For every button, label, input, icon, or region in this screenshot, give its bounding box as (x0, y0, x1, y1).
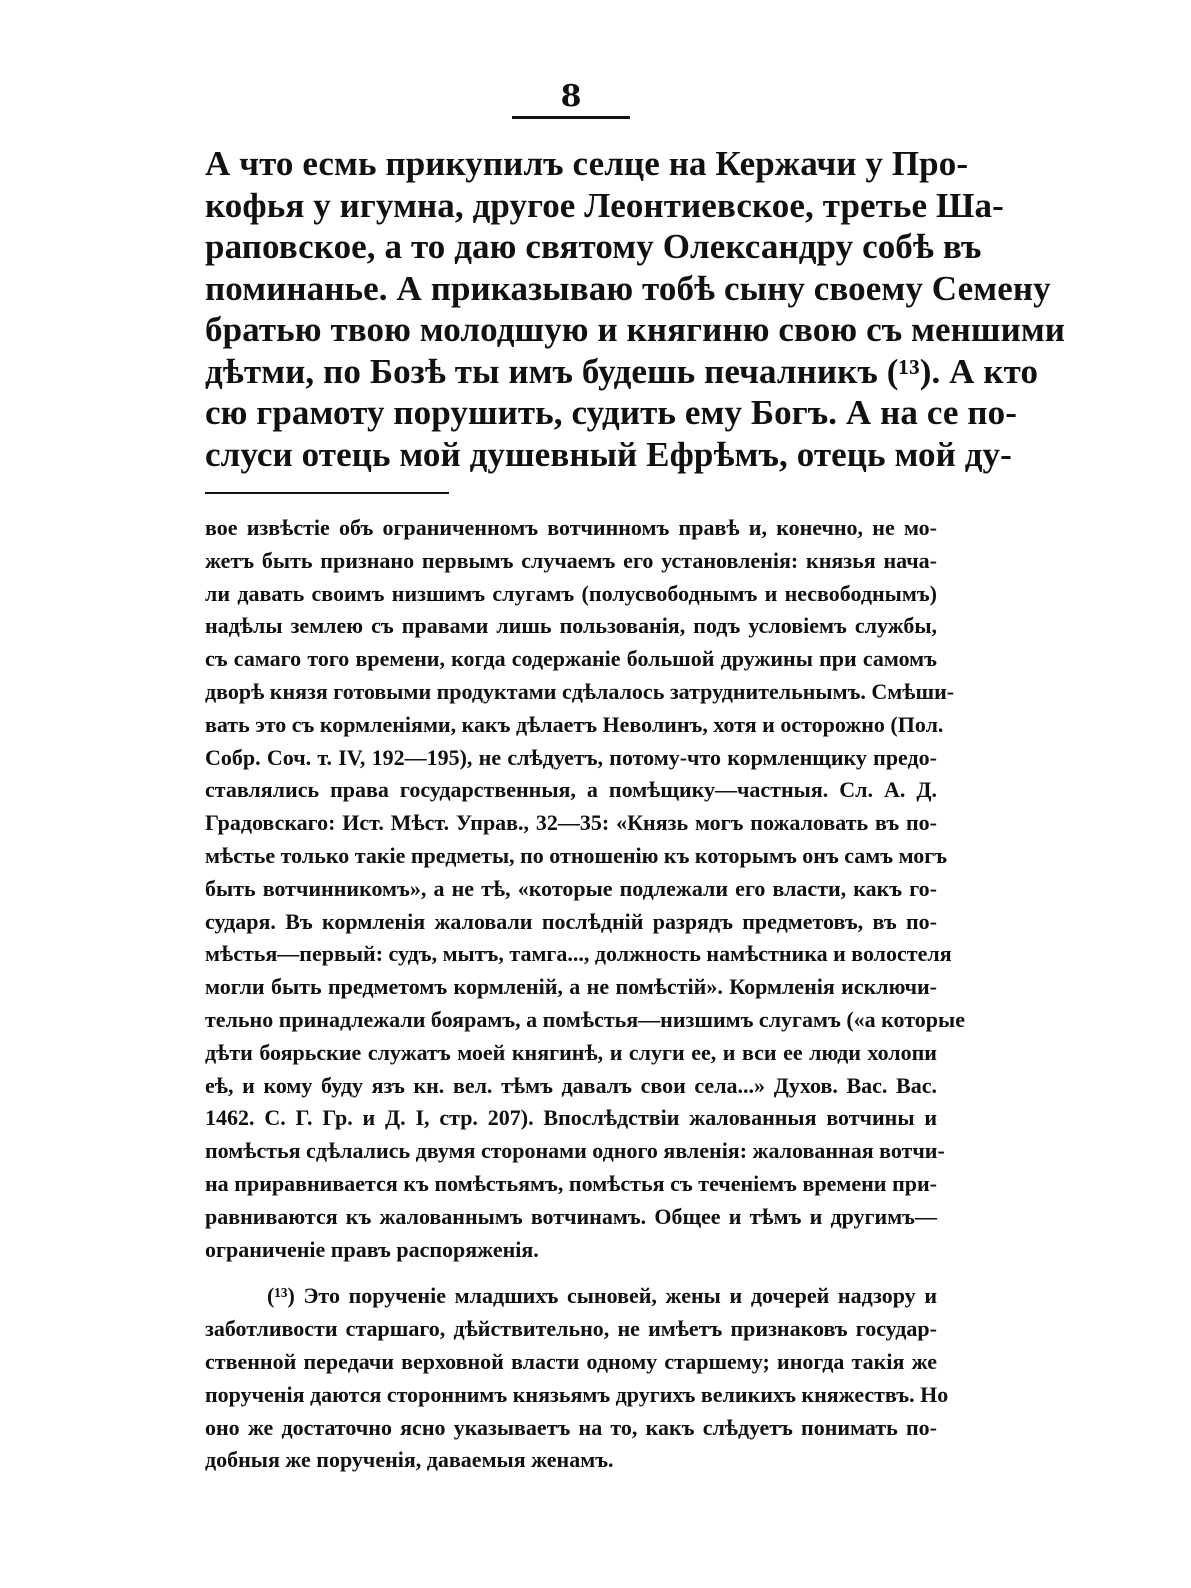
footnote-13 (205, 1280, 949, 1477)
footnote-line: Градовскаго: Ист. Мѣст. Управ., 32—35: «Князь могъ пожаловать въ по- (205, 810, 937, 836)
footnote-line: еѣ, и кому буду язъ кн. вел. тѣмъ давалъ свои села...» Духов. Вас. Вас. (205, 1072, 937, 1098)
footnote-line: мѣстье только такіе предметы, по отношенію къ которымъ онъ самъ могъ (205, 842, 948, 868)
main-text-line: А что есмь прикупилъ селце на Кержачи у Про- (205, 144, 969, 183)
footnote-line: ли давать своимъ низшимъ слугамъ (полусвободнымъ и несвободнымъ) (205, 580, 937, 606)
footnote-line: ограниченіе правъ распоряженія. (205, 1236, 539, 1262)
footnote-line: порученія даются стороннимъ князьямъ другихъ великихъ княжествъ. Но (205, 1381, 949, 1407)
footnote-line: помѣстья сдѣлались двумя сторонами одного явленія: жалованная вотчи- (205, 1138, 945, 1164)
main-text-line: поминанье. А приказываю тобѣ сыну своему Семену (205, 268, 1051, 308)
footnote-gap (205, 1266, 937, 1280)
footnote-line: вать это съ кормленіями, какъ дѣлаетъ Неволинъ, хотя и осторожно (Пол. (205, 711, 944, 737)
footnote-line: быть вотчинникомъ», а не тѣ, «которые подлежали его власти, какъ го- (205, 875, 937, 901)
footnote-continuation (205, 512, 965, 1266)
footnote-line: тельно принадлежали боярамъ, а помѣстья—низшимъ слугамъ («а которые (205, 1006, 965, 1032)
footnote-line: надѣлы землею съ правами лишь пользованія, подъ условіемъ службы, (205, 613, 937, 639)
footnote-line: дворѣ князя готовыми продуктами сдѣлалось затруднительнымъ. Смѣши- (205, 678, 955, 704)
footnote-line: на приравнивается къ помѣстьямъ, помѣстья съ теченіемъ времени при- (205, 1170, 937, 1196)
footnote-line: добныя же порученія, даваемыя женамъ. (205, 1447, 614, 1473)
main-text-line: кофья у игумна, другое Леонтиевское, третье Ша- (205, 185, 1004, 225)
footnote-line: ставлялись права государственныя, а помѣщику—частныя. Сл. А. Д. (205, 777, 937, 803)
footnote-line: сударя. Въ кормленія жаловали послѣдній разрядъ предметовъ, въ по- (205, 908, 937, 934)
footnote-line: оно же достаточно ясно указываетъ на то, какъ слѣдуетъ понимать по- (205, 1414, 937, 1440)
page-number-rule (512, 116, 630, 119)
footnote-line: заботливости старшаго, дѣйствительно, не имѣетъ признаковъ государ- (205, 1316, 937, 1342)
footnote-line: Собр. Соч. т. IV, 192—195), не слѣдуетъ, потому-что кормленщику предо- (205, 744, 937, 770)
footnotes-block (205, 512, 965, 1477)
main-text-line: слуси отець мой душевный Ефрѣмъ, отець мой ду- (205, 434, 1012, 474)
footnote-line: равниваются къ жалованнымъ вотчинамъ. Общее и тѣмъ и другимъ— (205, 1203, 937, 1229)
footnote-line: вое извѣстіе объ ограниченномъ вотчинномъ правѣ и, конечно, не мо- (205, 515, 937, 540)
main-text-line: братью твою молодшую и княгиню свою съ меншими (205, 310, 1066, 349)
main-text-line: дѣтми, по Бозѣ ты имъ будешь печалникъ (¹³). А кто (205, 351, 1039, 391)
footnote-line: съ самаго того времени, когда содержаніе большой дружины при самомъ (205, 646, 937, 672)
footnote-separator (205, 492, 449, 494)
footnote-line: (¹³) Это порученіе младшихъ сыновей, жены и дочерей надзору и (267, 1283, 937, 1309)
footnote-line: 1462. С. Г. Гр. и Д. I, стр. 207). Впослѣдствіи жалованныя вотчины и (205, 1105, 937, 1131)
footnote-line: дѣти боярьские служатъ моей княгинѣ, и слуги ее, и вси ее люди холопи (205, 1039, 937, 1065)
main-text-block (205, 143, 1066, 475)
footnote-line: ственной передачи верховной власти одному старшему; иногда такія же (205, 1348, 937, 1374)
page-number: 8 (560, 79, 582, 114)
footnote-line: жетъ быть признано первымъ случаемъ его установленія: князья нача- (205, 547, 937, 573)
footnote-line: могли быть предметомъ кормленій, а не помѣстій». Кормленія исключи- (205, 974, 937, 1000)
main-text-line: раповское, а то даю святому Олександру собѣ въ (205, 227, 982, 266)
footnote-line: мѣстья—первый: судъ, мытъ, тамга..., должность намѣстника и волостеля (205, 941, 952, 967)
main-text-line: сю грамоту порушить, судить ему Богъ. А на се по- (205, 393, 1018, 432)
